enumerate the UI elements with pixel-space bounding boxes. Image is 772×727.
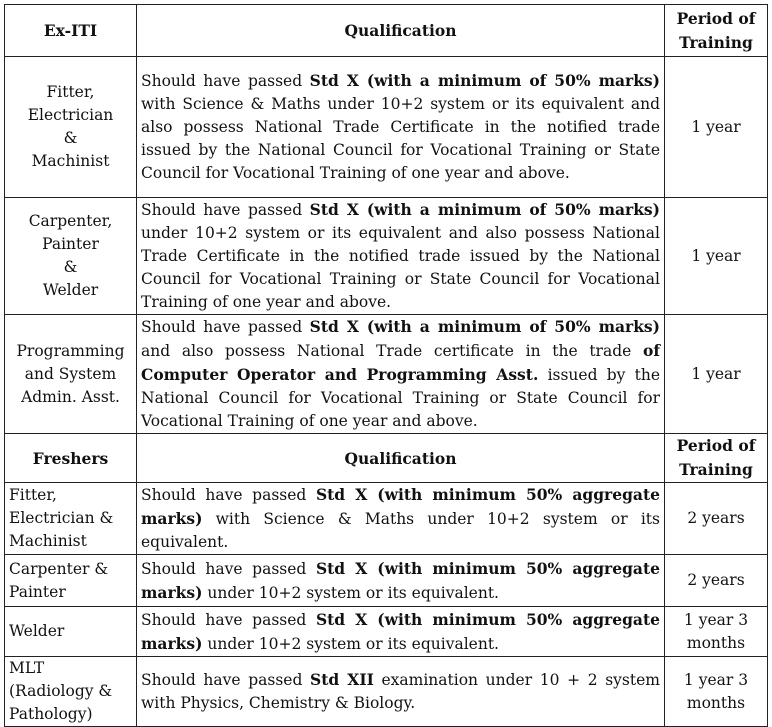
qualification-text: under 10+2 system or its equivalent and also possess National Trade Certificate in the notified trade issued by the National Council for Vocational Training or State Council for Vocational Training of one year and above. <box>141 224 660 311</box>
qualification-emphasis: Std X (with a minimum of 50% marks) <box>309 317 660 336</box>
qualification-text: under 10+2 system or its equivalent. <box>202 583 499 602</box>
ex-iti-header-qualification: Qualification <box>137 5 665 57</box>
trade-cell: Fitter, Electrician & Machinist <box>5 483 137 555</box>
qualification-emphasis: Std X (with a minimum of 50% marks) <box>309 200 660 219</box>
trade-line: Machinist <box>31 152 110 170</box>
trade-cell: Welder <box>5 607 137 657</box>
trade-line: & <box>63 258 78 276</box>
qualification-emphasis: Std XII <box>310 670 374 689</box>
trade-cell: MLT (Radiology & Pathology) <box>5 657 137 727</box>
freshers-header-period: Period of Training <box>665 434 768 483</box>
period-cell: 1 year <box>665 315 768 434</box>
trade-line: Painter <box>42 235 99 253</box>
trade-cell <box>5 315 137 434</box>
qualification-text: Should have passed <box>141 610 316 629</box>
qualification-emphasis: of Computer Operator and Programming Asst. <box>141 341 660 384</box>
trade-line: Welder <box>42 281 99 299</box>
trade-cell <box>5 198 137 315</box>
qualification-text: Should have passed <box>141 671 311 689</box>
table-row <box>5 483 768 555</box>
period-cell: 2 years <box>665 483 768 555</box>
qualification-text: with Science & Maths under 10+2 system or its equivalent and also possess National Trade Certificate in the notified trade issued by the National Council for Vocational Training or State Council for Vocational Training of one year and above. <box>141 95 660 182</box>
qualification-emphasis: Std X (with minimum 50% aggregate marks) <box>141 485 660 528</box>
trade-line: Fitter, <box>46 83 95 101</box>
eligibility-table <box>4 4 768 727</box>
period-cell: 1 year <box>665 57 768 198</box>
qualification-text: Should have passed <box>141 318 310 336</box>
ex-iti-header-col1: Ex-ITI <box>5 5 137 57</box>
trade-line: Programming <box>16 341 125 360</box>
freshers-header-qualification: Qualification <box>137 434 665 483</box>
trade-cell <box>5 57 137 198</box>
period-cell: 1 year <box>665 198 768 315</box>
qualification-text: under 10+2 system or its equivalent. <box>202 634 499 653</box>
qualification-text: and also possess National Trade certificate in the trade <box>141 342 643 360</box>
trade-line: Carpenter, <box>28 212 113 230</box>
freshers-header-col1: Freshers <box>5 434 137 483</box>
qualification-text: issued by the National Council for Vocational Training or State Council for Vocational Training of one year and above. <box>141 366 660 430</box>
qualification-text: Should have passed <box>141 72 310 90</box>
qualification-cell <box>137 198 665 315</box>
freshers-header-row <box>5 434 768 483</box>
qualification-cell <box>137 657 665 727</box>
qualification-cell <box>137 607 665 657</box>
qualification-cell <box>137 315 665 434</box>
qualification-cell <box>137 57 665 198</box>
table-row <box>5 198 768 315</box>
trade-line: and System <box>24 364 117 383</box>
qualification-text: examination under 10 + 2 system with Physics, Chemistry & Biology. <box>141 671 660 712</box>
table-row <box>5 315 768 434</box>
qualification-cell <box>137 555 665 607</box>
trade-line: Electrician <box>27 106 114 124</box>
qualification-emphasis: Std X (with minimum 50% aggregate marks) <box>141 609 660 653</box>
table-row <box>5 555 768 607</box>
trade-cell: Carpenter & Painter <box>5 555 137 607</box>
table-row <box>5 607 768 657</box>
qualification-cell <box>137 483 665 555</box>
qualification-text: with Science & Maths under 10+2 system or its equivalent. <box>141 510 660 551</box>
trade-line: & <box>63 129 78 147</box>
ex-iti-header-row <box>5 5 768 57</box>
ex-iti-header-period: Period of Training <box>665 5 768 57</box>
qualification-emphasis: Std X (with a minimum of 50% marks) <box>309 71 660 90</box>
qualification-text: Should have passed <box>141 559 316 578</box>
table-row <box>5 657 768 727</box>
table-row <box>5 57 768 198</box>
qualification-emphasis: Std X (with minimum 50% aggregate marks) <box>141 558 660 602</box>
qualification-text: Should have passed <box>141 201 310 219</box>
period-cell: 2 years <box>665 555 768 607</box>
trade-line: Admin. Asst. <box>21 387 120 406</box>
period-cell: 1 year 3 months <box>665 657 768 727</box>
period-cell: 1 year 3 months <box>665 607 768 657</box>
qualification-text: Should have passed <box>141 486 316 504</box>
